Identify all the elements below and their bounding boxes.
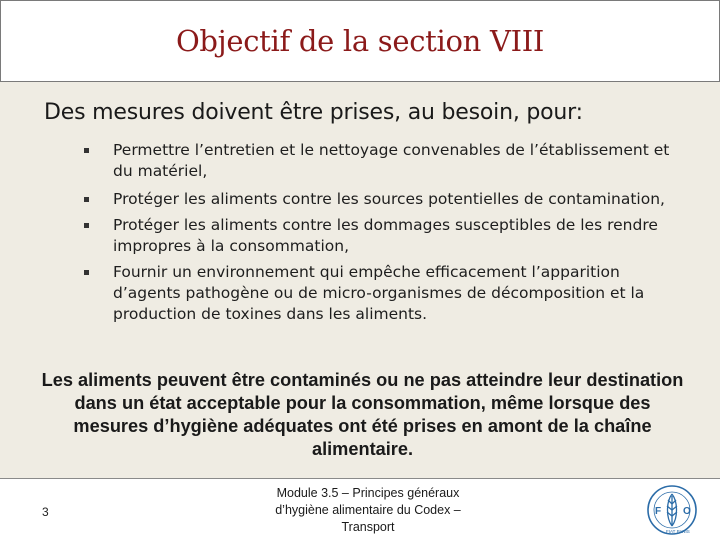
bullet-item bbox=[82, 262, 692, 325]
footer bbox=[0, 478, 720, 540]
bullet-list bbox=[82, 140, 692, 325]
page-number: 3 bbox=[42, 505, 49, 519]
bullet-item bbox=[82, 215, 692, 257]
lead-text: Des mesures doivent être prises, au besoin, pour: bbox=[44, 100, 583, 125]
bullet-square-icon bbox=[84, 270, 89, 275]
slide-title: Objectif de la section VIII bbox=[175, 24, 545, 58]
bullet-square-icon bbox=[84, 223, 89, 228]
fao-logo-icon bbox=[646, 484, 698, 536]
bullet-item bbox=[82, 189, 692, 210]
module-label bbox=[248, 485, 488, 536]
logo-letter: F bbox=[655, 506, 662, 517]
bullet-text: Protéger les aliments contre les sources potentielles de contamination, bbox=[113, 190, 665, 208]
bullet-square-icon bbox=[84, 148, 89, 153]
bullet-square-icon bbox=[84, 197, 89, 202]
bullet-item bbox=[82, 140, 692, 182]
note-text: Les aliments peuvent être contaminés ou ne pas atteindre leur destination dans un état acceptable pour la consommation, même lorsque des mesures d’hygiène adéquates ont été prises en amont de la chaîne alimentaire. bbox=[41, 370, 684, 459]
module-line: Module 3.5 – Principes généraux bbox=[276, 486, 460, 500]
logo-letter: O bbox=[683, 506, 691, 517]
title-bar bbox=[0, 0, 720, 82]
logo-motto: FIAT PANIS bbox=[666, 529, 690, 534]
module-line: d’hygiène alimentaire du Codex – bbox=[275, 503, 461, 517]
bullet-text: Protéger les aliments contre les dommages susceptibles de les rendre impropres à la consommation, bbox=[113, 216, 658, 255]
bullet-text: Fournir un environnement qui empêche efficacement l’apparition d’agents pathogène ou de micro-organismes de décomposition et la production de toxines dans les aliments. bbox=[113, 263, 645, 323]
module-line: Transport bbox=[341, 520, 395, 534]
bullet-text: Permettre l’entretien et le nettoyage convenables de l’établissement et du matériel, bbox=[113, 141, 670, 180]
